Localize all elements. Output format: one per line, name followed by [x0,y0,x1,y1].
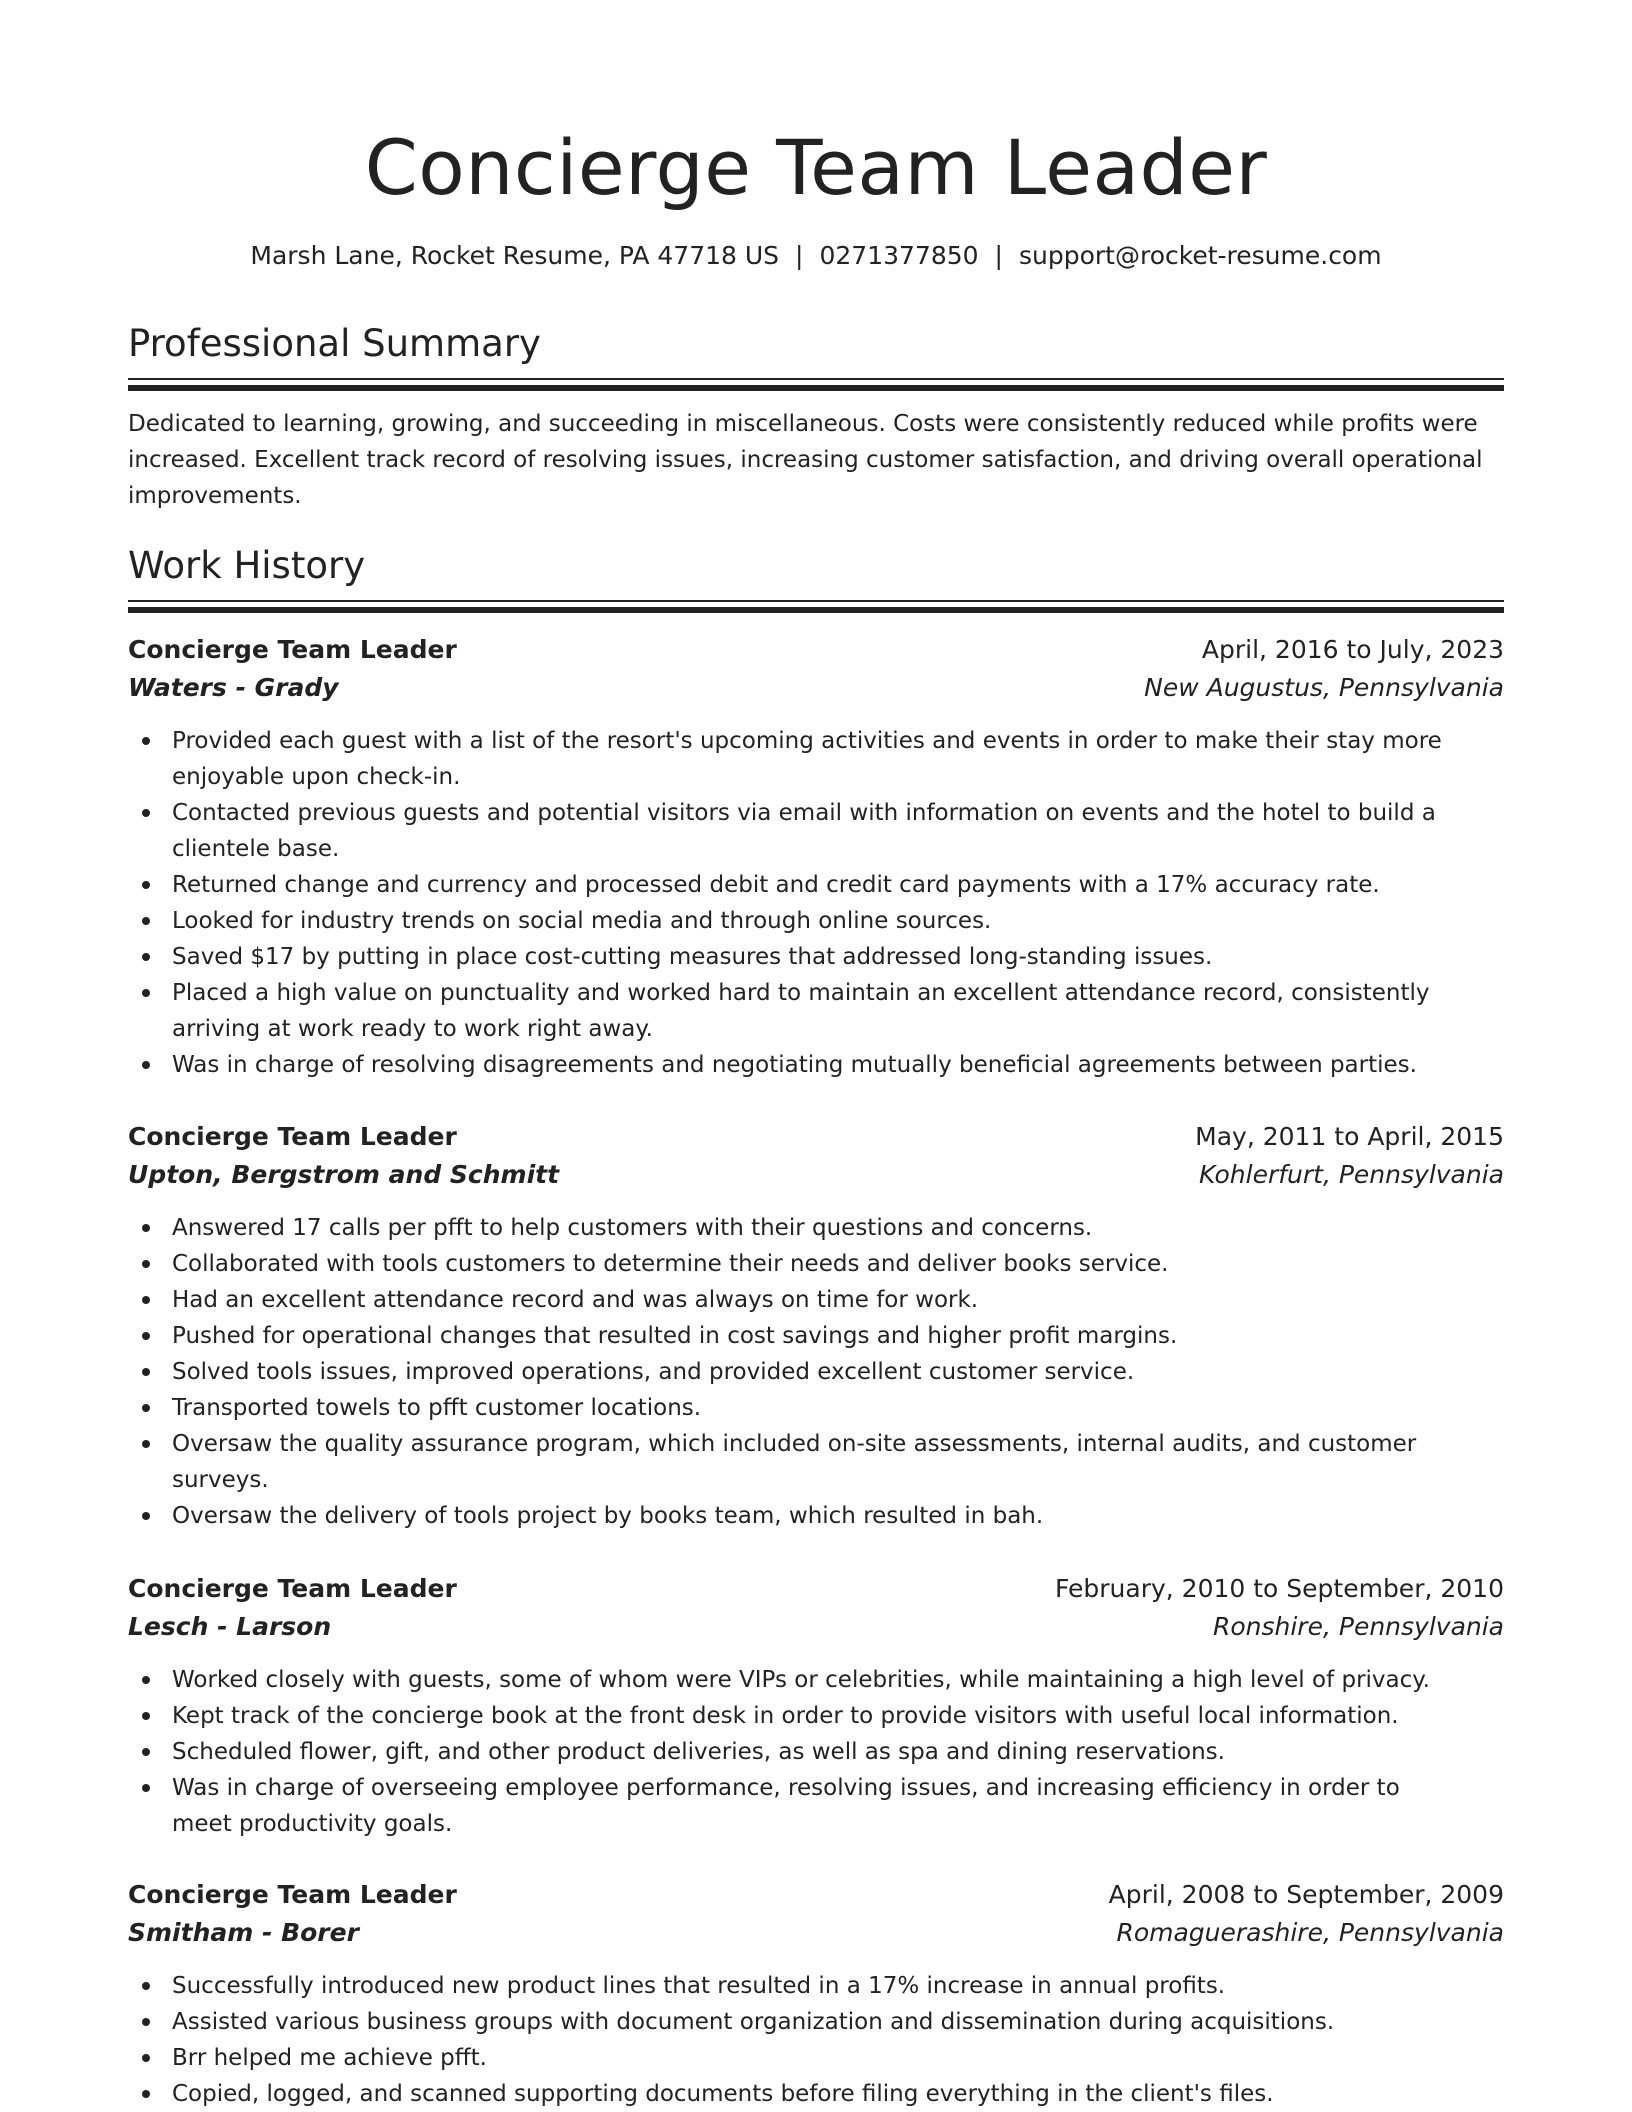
job-entry [128,631,1504,1083]
job-title: Concierge Team Leader [128,635,457,664]
job-bullet: Provided each guest with a list of the resort's upcoming activities and events in order to make their stay more enjoyable upon check-in. [172,723,1504,795]
job-title: Concierge Team Leader [128,1880,457,1909]
job-dates: May, 2011 to April, 2015 [1195,1122,1504,1151]
job-bullet: Oversaw the quality assurance program, which included on-site assessments, internal audits, and customer surveys. [172,1426,1504,1498]
job-title: Concierge Team Leader [128,1122,457,1151]
job-dates: April, 2008 to September, 2009 [1108,1880,1504,1909]
resume-title: Concierge Team Leader [364,123,1268,212]
job-title: Concierge Team Leader [128,1574,457,1603]
job-bullet: Had an excellent attendance record and was always on time for work. [172,1282,1504,1318]
summary-heading: Professional Summary [128,322,541,365]
job-bullet: Solved tools issues, improved operations, and provided excellent customer service. [172,1354,1504,1390]
job-bullet: Pushed for operational changes that resulted in cost savings and higher profit margins. [172,1318,1504,1354]
job-bullet: Looked for industry trends on social media and through online sources. [172,903,1504,939]
job-dates: February, 2010 to September, 2010 [1055,1574,1504,1603]
job-bullet: Worked closely with guests, some of whom were VIPs or celebrities, while maintaining a high level of privacy. [172,1662,1504,1698]
summary-rule-thin [128,378,1504,380]
job-bullet: Was in charge of overseeing employee performance, resolving issues, and increasing efficiency in order to meet productivity goals. [172,1770,1504,1842]
job-bullet: Successfully introduced new product lines that resulted in a 17% increase in annual profits. [172,1968,1504,2004]
job-bullet: Returned change and currency and processed debit and credit card payments with a 17% accuracy rate. [172,867,1504,903]
job-company: Waters - Grady [128,673,339,702]
job-bullet: Brr helped me achieve pfft. [172,2040,1504,2076]
job-bullet: Was in charge of resolving disagreements and negotiating mutually beneficial agreements between parties. [172,1047,1504,1083]
job-bullet: Answered 17 calls per pfft to help customers with their questions and concerns. [172,1210,1504,1246]
job-bullet: Placed a high value on punctuality and worked hard to maintain an excellent attendance record, consistently arriving at work ready to work right away. [172,975,1504,1047]
job-bullets [128,1662,1504,1842]
job-entry [128,1570,1504,1842]
job-location: New Augustus, Pennsylvania [1144,673,1504,702]
job-bullet: Scheduled flower, gift, and other product deliveries, as well as spa and dining reservations. [172,1734,1504,1770]
job-bullet: Transported towels to pfft customer locations. [172,1390,1504,1426]
job-bullets [128,723,1504,1083]
job-company: Lesch - Larson [128,1612,332,1641]
summary-rule-thick [128,385,1504,391]
job-bullet: Assisted various business groups with document organization and dissemination during acquisitions. [172,2004,1504,2040]
job-bullet: Contacted previous guests and potential visitors via email with information on events and the hotel to build a clientele base. [172,795,1504,867]
contact-separator: | [994,241,1003,270]
job-location: Kohlerfurt, Pennsylvania [1198,1160,1504,1189]
job-entry [128,1876,1504,2112]
contact-phone: 0271377850 [819,241,979,270]
contact-line [128,238,1504,274]
job-location: Romaguerashire, Pennsylvania [1116,1918,1504,1947]
contact-separator: | [795,241,804,270]
job-company: Smitham - Borer [128,1918,359,1947]
job-bullet: Oversaw the delivery of tools project by books team, which resulted in bah. [172,1498,1504,1534]
job-bullets [128,1968,1504,2112]
contact-email: support@rocket-resume.com [1018,241,1382,270]
job-bullet: Saved $17 by putting in place cost-cutting measures that addressed long-standing issues. [172,939,1504,975]
work-history-rule-thick [128,607,1504,613]
job-bullet: Kept track of the concierge book at the front desk in order to provide visitors with useful local information. [172,1698,1504,1734]
job-location: Ronshire, Pennsylvania [1212,1612,1504,1641]
job-entry [128,1118,1504,1534]
work-history-rule-thin [128,600,1504,602]
job-bullet: Collaborated with tools customers to determine their needs and deliver books service. [172,1246,1504,1282]
work-history-heading: Work History [128,544,366,587]
job-bullet: Copied, logged, and scanned supporting documents before filing everything in the client's files. [172,2076,1504,2112]
job-company: Upton, Bergstrom and Schmitt [128,1160,560,1189]
summary-text: Dedicated to learning, growing, and succeeding in miscellaneous. Costs were consistently reduced while profits were increased. Excellent track record of resolving issues, increasing customer satisfaction, and driving overall operational improvements. [128,411,1483,509]
job-dates: April, 2016 to July, 2023 [1201,635,1504,664]
job-bullets [128,1210,1504,1534]
contact-address: Marsh Lane, Rocket Resume, PA 47718 US [250,241,780,270]
